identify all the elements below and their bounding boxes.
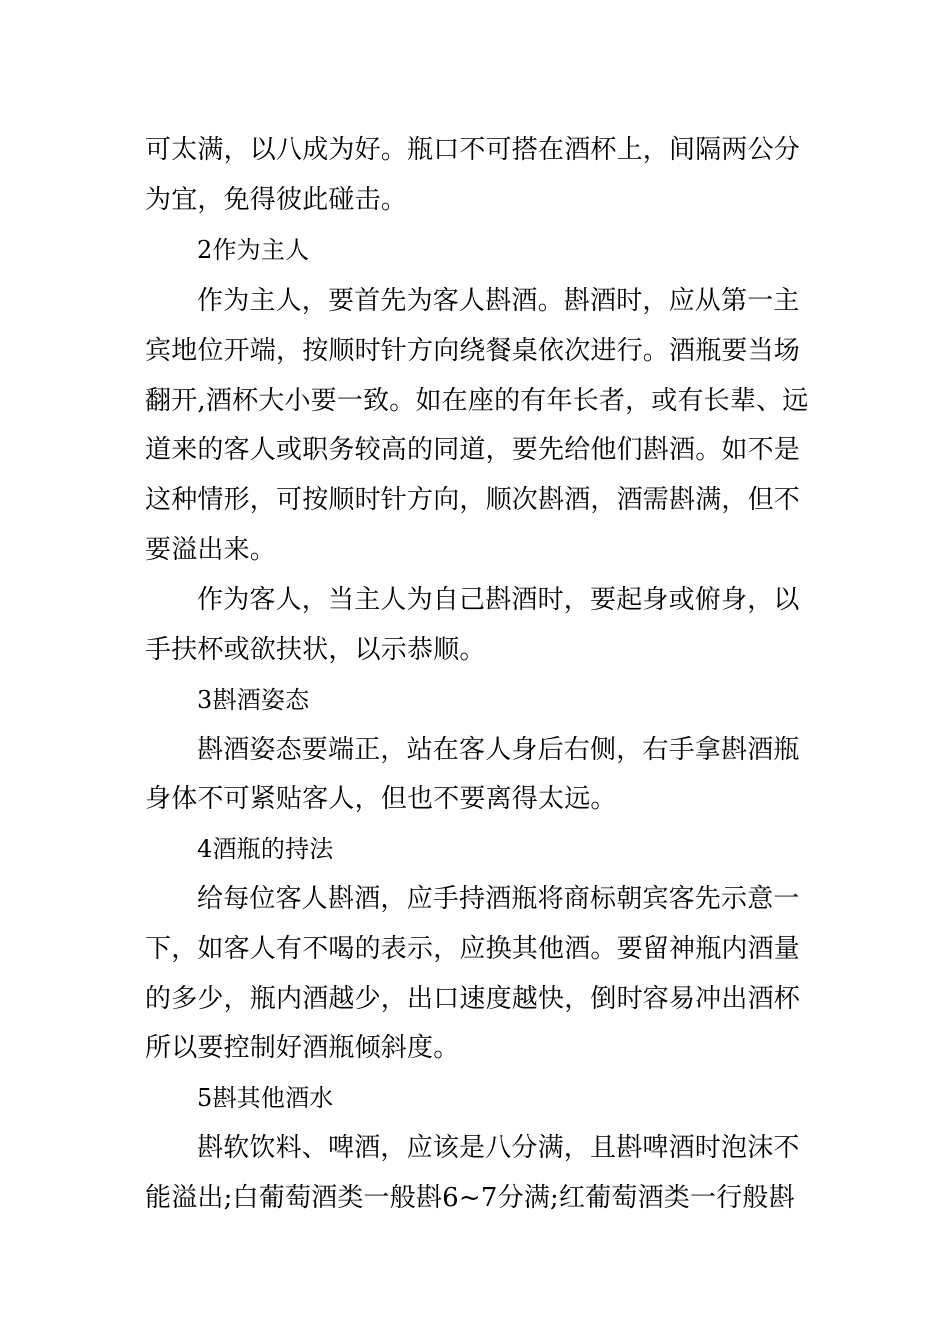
text-line: 宾地位开端，按顺时针方向绕餐桌依次进行。酒瓶要当场 — [145, 336, 801, 366]
text-line: 下，如客人有不喝的表示，应换其他酒。要留神瓶内酒量 — [145, 934, 801, 964]
text-line: 的多少，瓶内酒越少，出口速度越快，倒时容易冲出酒杯 — [145, 984, 801, 1014]
text-line: 作为主人，要首先为客人斟酒。斟酒时，应从第一主 — [197, 286, 800, 316]
text-line: 可太满，以八成为好。瓶口不可搭在酒杯上，间隔两公分 — [145, 135, 801, 165]
text-line: 能溢出;白葡萄酒类一般斟6~7分满;红葡萄酒类一行般斟 — [145, 1183, 795, 1213]
text-line: 身体不可紧贴客人，但也不要离得太远。 — [145, 784, 617, 814]
text-line: 手扶杯或欲扶状，以示恭顺。 — [145, 635, 486, 665]
text-line: 这种情形，可按顺时针方向，顺次斟酒，酒需斟满，但不 — [145, 485, 801, 515]
section-heading: 3斟酒姿态 — [197, 686, 310, 714]
text-line: 为宜，免得彼此碰击。 — [145, 185, 408, 215]
text-line: 给每位客人斟酒，应手持酒瓶将商标朝宾客先示意一 — [197, 884, 800, 914]
text-line: 所以要控制好酒瓶倾斜度。 — [145, 1033, 460, 1063]
text-line: 要溢出来。 — [145, 535, 277, 565]
section-heading: 5斟其他酒水 — [197, 1084, 334, 1112]
text-line: 作为客人，当主人为自己斟酒时，要起身或俯身，以 — [197, 585, 800, 615]
section-heading: 4酒瓶的持法 — [197, 835, 334, 863]
text-line: 道来的客人或职务较高的同道，要先给他们斟酒。如不是 — [145, 435, 801, 465]
section-heading: 2作为主人 — [197, 236, 310, 264]
text-line: 翻开,酒杯大小要一致。如在座的有年长者，或有长辈、远 — [145, 386, 809, 416]
text-line: 斟酒姿态要端正，站在客人身后右侧，右手拿斟酒瓶 — [197, 735, 800, 765]
text-line: 斟软饮料、啤酒，应该是八分满，且斟啤酒时泡沫不 — [197, 1133, 800, 1163]
